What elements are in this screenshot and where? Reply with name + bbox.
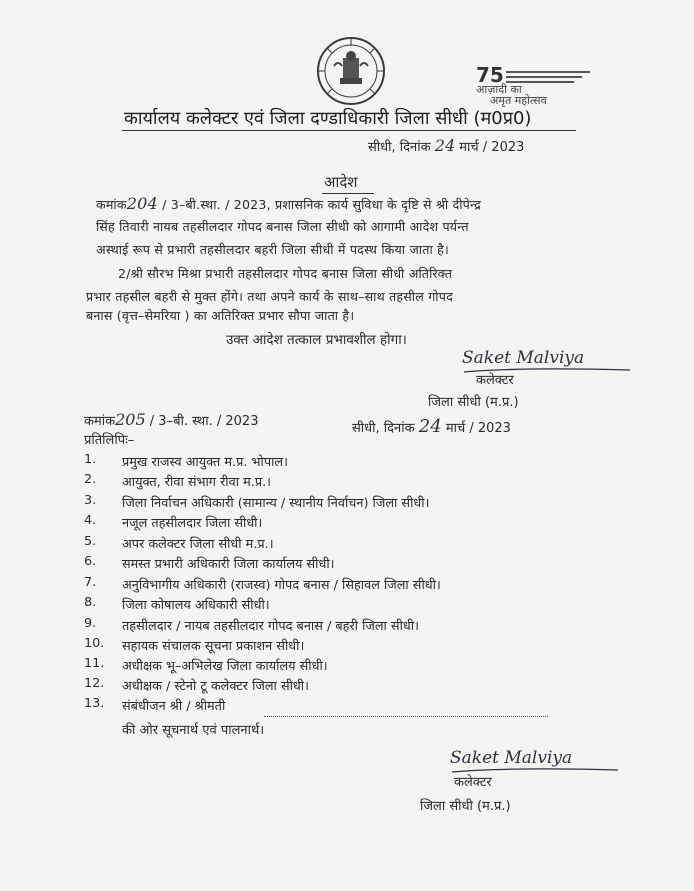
blank-name-line	[264, 716, 548, 717]
list-item-text: प्रमुख राजस्व आयुक्त म.प्र. भोपाल।	[122, 455, 288, 470]
logo-line2: अमृत महोत्सव	[490, 94, 547, 107]
state-emblem-icon	[312, 36, 390, 106]
distribution-purpose: की ओर सूचनार्थ एवं पालनार्थ।	[122, 723, 265, 738]
copy-date-day-handwritten: 24	[418, 416, 442, 437]
copy-ref-line	[84, 410, 258, 429]
order-para1-line2: सिंह तिवारी नायब तहसीलदार गोपद बनास जिला सीधी को आगामी आदेश पर्यन्त	[96, 219, 469, 234]
list-item-number: 8.	[84, 595, 97, 610]
order-para2-line3: बनास (वृत्त–सेमरिया ) का अतिरिक्त प्रभार सौपा जाता है।	[86, 308, 355, 323]
list-item-number: 9.	[84, 616, 97, 631]
list-item-number: 1.	[84, 452, 97, 467]
para1-line1-text: / 3–बी.स्था. / 2023, प्रशासनिक कार्य सुविधा के दृष्टि से श्री दीपेन्द्र	[162, 197, 482, 212]
list-item-number: 6.	[84, 554, 97, 569]
list-item-number: 2.	[84, 472, 97, 487]
copy-ref-rest: / 3–बी. स्था. / 2023	[149, 414, 259, 429]
list-item-number: 13.	[84, 696, 105, 711]
list-item-text: संबंधीजन श्री / श्रीमती	[122, 699, 226, 714]
copy-date-suffix: मार्च / 2023	[445, 421, 511, 436]
signatory-district: जिला सीधी (म.प्र.)	[428, 395, 519, 410]
copy-dateline	[352, 416, 511, 437]
list-item-text: जिला कोषालय अधिकारी सीधी।	[122, 598, 270, 613]
list-item-text: अधीक्षक भू–अभिलेख जिला कार्यालय सीधी।	[122, 659, 328, 674]
order-para2-line1: 2/श्री सौरभ मिश्रा प्रभारी तहसीलदार गोपद बनास जिला सीधी अतिरिक्त	[118, 266, 453, 281]
list-item-text: अपर कलेक्टर जिला सीधी म.प्र.।	[122, 537, 274, 552]
svg-text:75: 75	[476, 63, 504, 87]
list-item-number: 4.	[84, 513, 97, 528]
list-item-text: सहायक संचालक सूचना प्रकाशन सीधी।	[122, 639, 305, 654]
date-suffix: मार्च / 2023	[459, 140, 525, 155]
list-item-number: 10.	[84, 636, 105, 651]
copy-ref-number-handwritten: 205	[115, 410, 146, 429]
list-item-number: 12.	[84, 676, 105, 691]
heading-underline	[122, 130, 576, 131]
copy-ref-prefix: कमांक	[84, 414, 116, 429]
list-item-number: 5.	[84, 534, 97, 549]
order-dateline	[368, 136, 524, 155]
list-item-text: नजूल तहसीलदार जिला सीधी।	[122, 516, 263, 531]
list-item-text: तहसीलदार / नायब तहसीलदार गोपद बनास / बहरी जिला सीधी।	[122, 619, 419, 634]
signatory-title: कलेक्टर	[454, 775, 492, 790]
signatory-title: कलेक्टर	[476, 373, 514, 388]
order-para1-line1	[96, 194, 481, 213]
cc-label: प्रतिलिपिः–	[84, 433, 135, 448]
logo-line1: आज़ादी का	[476, 83, 522, 96]
signature-scrawl: Saket Malviya	[462, 348, 585, 368]
list-item-text: अधीक्षक / स्टेनो टू कलेक्टर जिला सीधी।	[122, 679, 309, 694]
office-heading: कार्यालय कलेक्टर एवं जिला दण्डाधिकारी जिला सीधी (म0प्र0)	[124, 108, 532, 129]
list-item-number: 7.	[84, 575, 97, 590]
signature-block-1	[428, 348, 585, 410]
list-item-text: आयुक्त, रीवा संभाग रीवा म.प्र.।	[122, 475, 272, 490]
order-para1-line3: अस्थाई रूप से प्रभारी तहसीलदार बहरी जिला सीधी में पदस्थ किया जाता है।	[96, 242, 449, 257]
amrit-mahotsav-text	[476, 84, 547, 106]
list-item-text: जिला निर्वाचन अधिकारी (सामान्य / स्थानीय निर्वाचन) जिला सीधी।	[122, 496, 430, 511]
date-day-handwritten: 24	[434, 136, 456, 155]
list-item-text: अनुविभागीय अधिकारी (राजस्व) गोपद बनास / सिहावल जिला सीधी।	[122, 578, 441, 593]
signatory-district: जिला सीधी (म.प्र.)	[420, 799, 511, 814]
signature-block-2	[420, 748, 573, 814]
copy-date-prefix: सीधी, दिनांक	[352, 421, 415, 436]
ref-prefix: कमांक	[96, 197, 127, 212]
effective-statement: उक्त आदेश तत्काल प्रभावशील होगा।	[226, 332, 407, 348]
list-item-number: 3.	[84, 493, 97, 508]
list-item-text: समस्त प्रभारी अधिकारी जिला कार्यालय सीधी।	[122, 557, 335, 572]
signature-scrawl: Saket Malviya	[450, 748, 573, 768]
order-heading: आदेश	[324, 173, 358, 191]
ref-number-handwritten: 204	[126, 194, 158, 213]
date-prefix: सीधी, दिनांक	[368, 140, 431, 155]
order-para2-line2: प्रभार तहसील बहरी से मुक्त होंगे। तथा अपने कार्य के साथ–साथ तहसील गोपद	[86, 289, 454, 304]
list-item-number: 11.	[84, 656, 105, 671]
